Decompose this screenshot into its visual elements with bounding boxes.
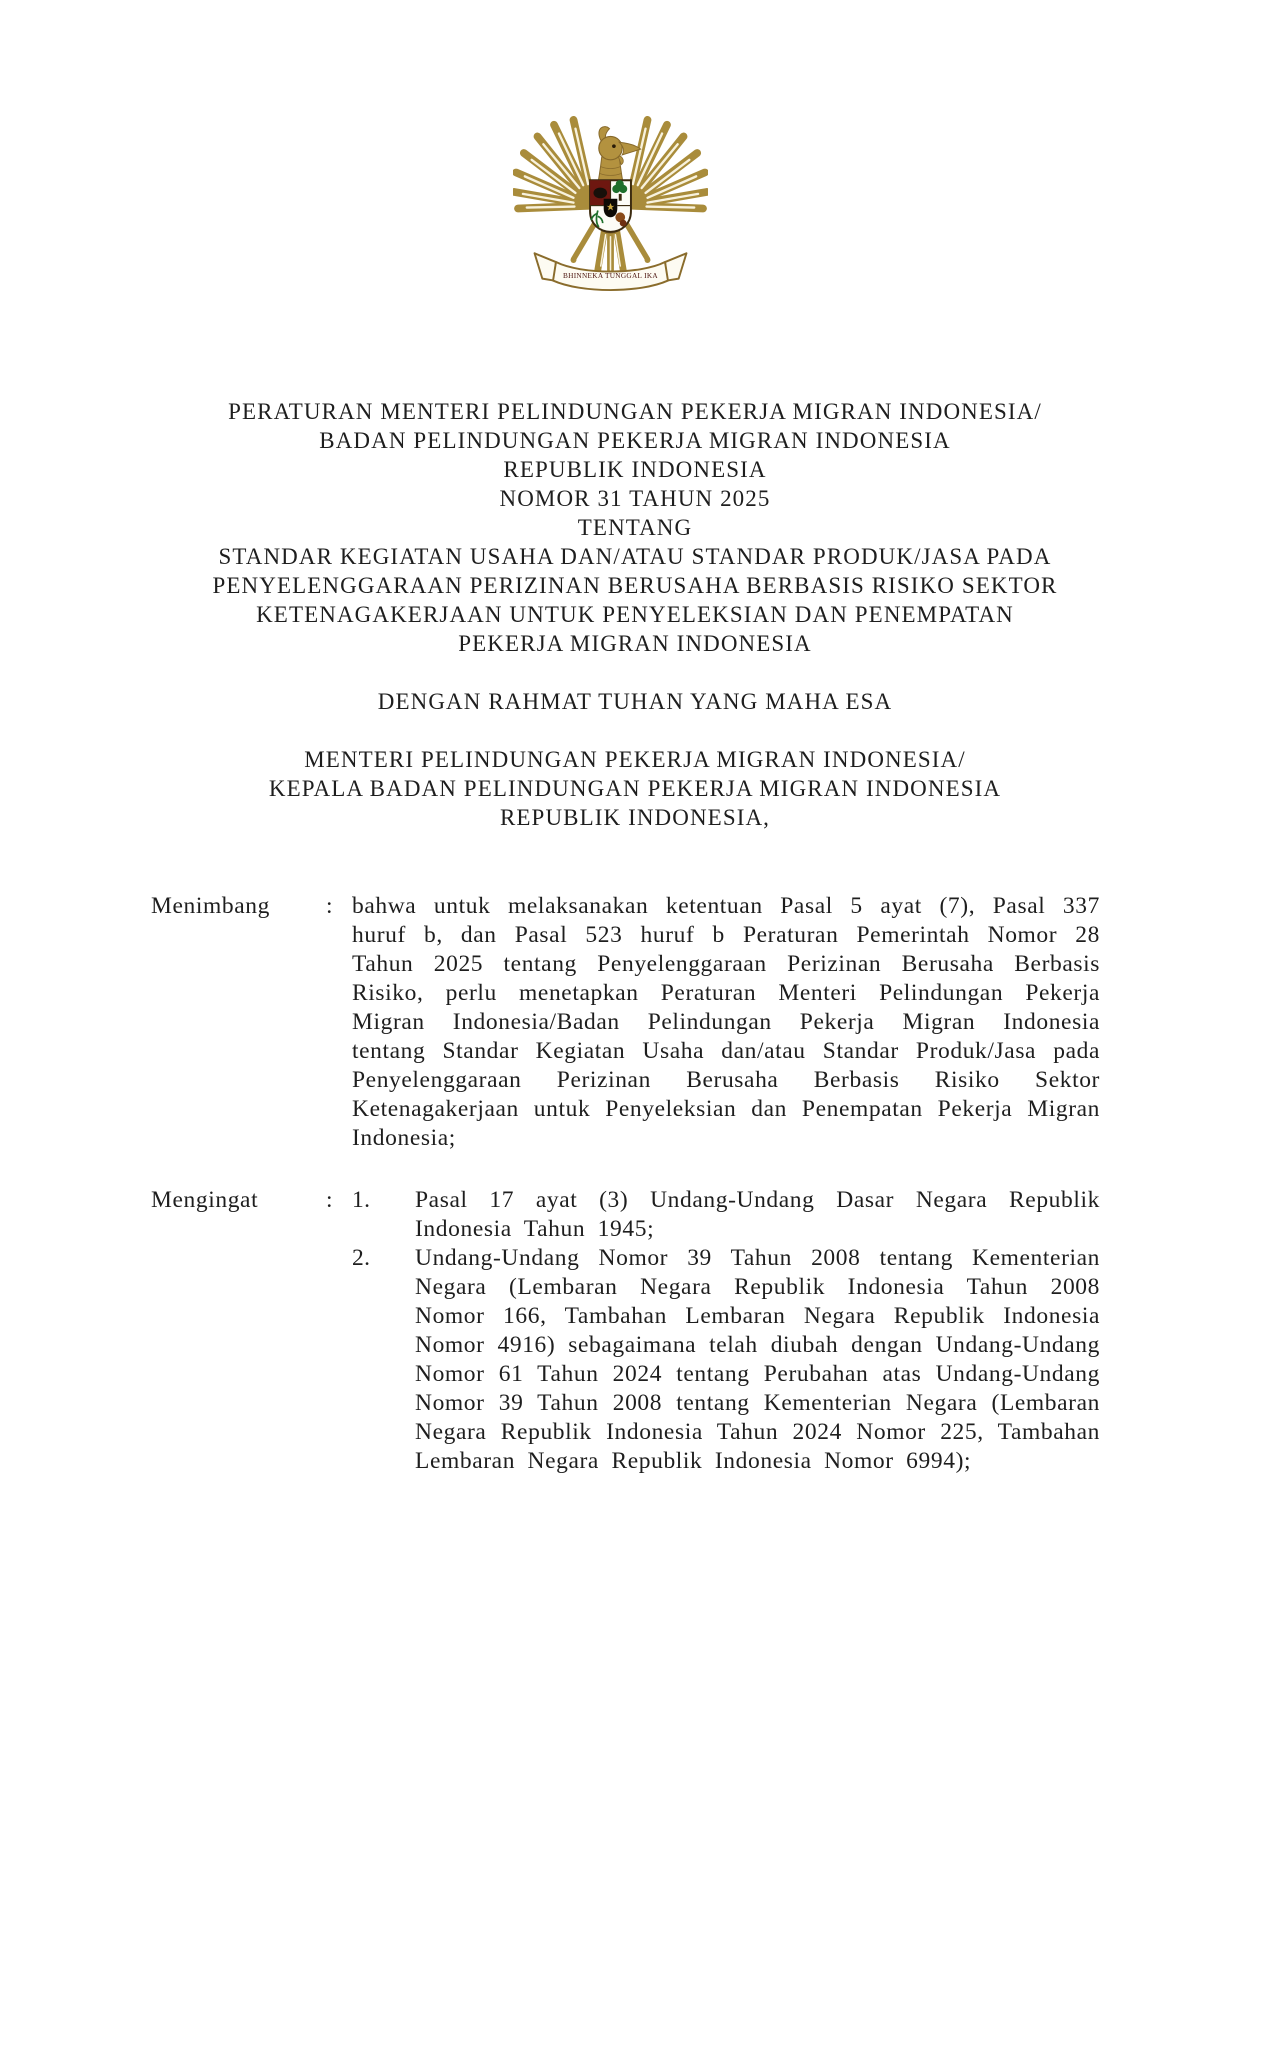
title-line: NOMOR 31 TAHUN 2025 [499, 486, 771, 511]
banyan-tree-top [616, 180, 624, 188]
considerations-text: bahwa untuk melaksanakan ketentuan Pasal 5 ayat (7), Pasal 337 huruf b, dan Pasal 523 huruf b Peraturan Pemerintah Nomor 28 Tahun 2025 tentang Penyelenggaraan Perizinan Berusaha Berbasis Risiko, perlu menetapkan Peraturan Menteri Pelindungan Pekerja Migran Indonesia/Badan Pelindungan Pekerja Migran Indonesia tentang Standar Kegiatan Usaha dan/atau Standar Produk/Jasa pada Penyelenggaraan Perizinan Berusaha Berbasis Risiko Sektor Ketenagakerjaan untuk Penyeleksian dan Penempatan Pekerja Migran Indonesia; [352, 893, 1100, 1151]
pancasila-shield [590, 180, 631, 232]
title-line: BADAN PELINDUNGAN PEKERJA MIGRAN INDONESIA [319, 428, 951, 453]
legal-basis-item [352, 1244, 1100, 1476]
considerations-colon: : [326, 893, 333, 919]
claw-right [645, 257, 651, 263]
regulation-title-block [0, 397, 1270, 658]
title-line: KETENAGAKERJAAN UNTUK PENYELEKSIAN DAN PENEMPATAN [256, 602, 1014, 627]
legal-basis-colon: : [326, 1187, 333, 1213]
eye [612, 144, 616, 148]
bull-head [593, 188, 607, 199]
item-text: Pasal 17 ayat (3) Undang-Undang Dasar Negara Republik Indonesia Tahun 1945; [415, 1187, 1100, 1242]
banyan-trunk [619, 194, 622, 201]
officiant-line: KEPALA BADAN PELINDUNGAN PEKERJA MIGRAN INDONESIA [268, 776, 1002, 801]
title-line: PEKERJA MIGRAN INDONESIA [458, 631, 812, 656]
officiant-block [0, 745, 1270, 832]
ribbon-motto-text: BHINNEKA TUNGGAL IKA [562, 271, 659, 281]
legal-basis-label: Mengingat [151, 1187, 259, 1213]
item-number: 2. [352, 1245, 371, 1271]
invocation-line: DENGAN RAHMAT TUHAN YANG MAHA ESA [377, 689, 893, 714]
title-line: STANDAR KEGIATAN USAHA DAN/ATAU STANDAR PRODUK/JASA PADA [218, 544, 1052, 569]
claw-left [571, 257, 577, 263]
item-text: Undang-Undang Nomor 39 Tahun 2008 tentang Kementerian Negara (Lembaran Negara Republik Indonesia Tahun 2008 Nomor 166, Tambahan Lembaran Negara Republik Indonesia Nomor 4916) sebagaimana telah diubah dengan Undang-Undang Nomor 61 Tahun 2024 tentang Perubahan atas Undang-Undang Nomor 39 Tahun 2008 tentang Kementerian Negara (Lembaran Negara Republik Indonesia Tahun 2024 Nomor 225, Tambahan Lembaran Negara Republik Indonesia Nomor 6994); [415, 1245, 1100, 1474]
legal-basis-section [151, 1186, 1100, 1476]
title-line: REPUBLIK INDONESIA [503, 457, 767, 482]
officiant-line: MENTERI PELINDUNGAN PEKERJA MIGRAN INDONESIA/ [304, 747, 966, 772]
legal-basis-items [352, 1186, 1100, 1476]
item-number: 1. [352, 1187, 371, 1213]
officiant-line: REPUBLIK INDONESIA, [499, 805, 771, 830]
considerations-label: Menimbang [151, 893, 270, 919]
cotton-boll-small [620, 220, 627, 227]
regulation-document-page [0, 116, 1270, 2066]
title-line: PERATURAN MENTERI PELINDUNGAN PEKERJA MIGRAN INDONESIA/ [228, 399, 1042, 424]
title-line: TENTANG [577, 515, 693, 540]
legal-basis-item [352, 1186, 1100, 1244]
garuda-pancasila-emblem [513, 116, 708, 301]
title-line: PENYELENGGARAAN PERIZINAN BERUSAHA BERBASIS RISIKO SEKTOR [212, 573, 1058, 598]
considerations-section [151, 892, 1100, 1153]
